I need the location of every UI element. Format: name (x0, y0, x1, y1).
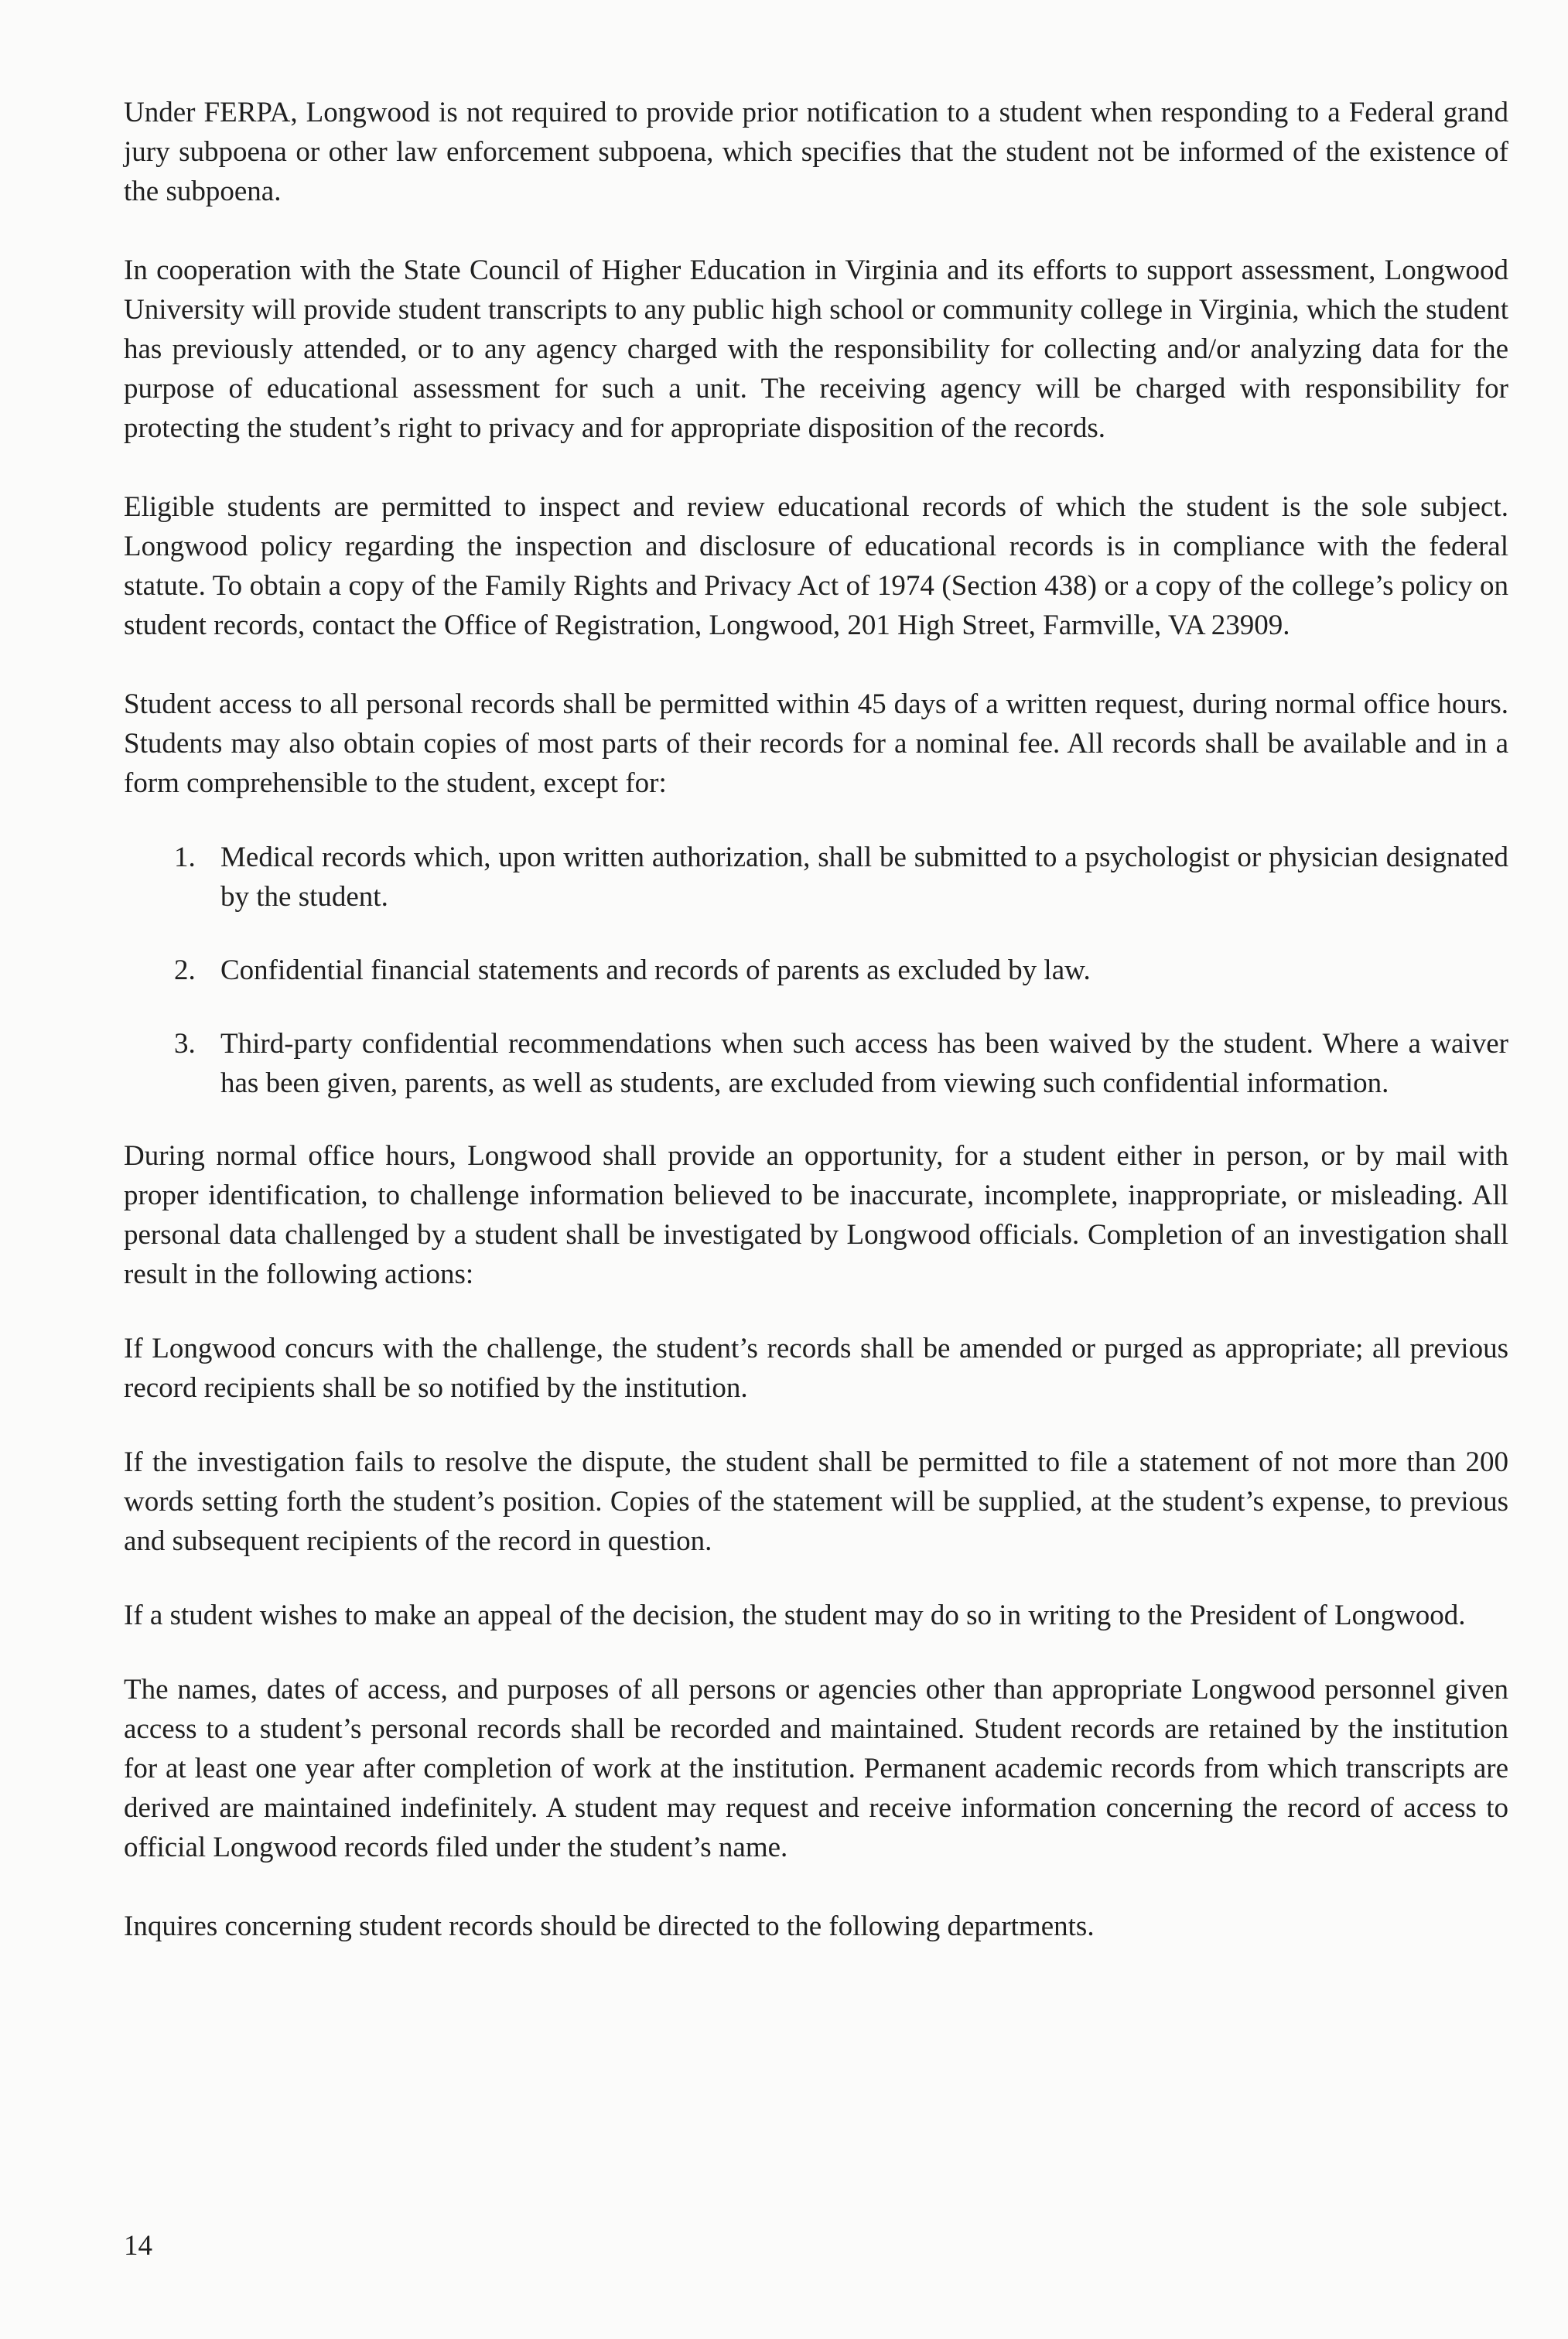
exceptions-list (124, 838, 1508, 1103)
paragraph-dispute: If the investigation fails to resolve the dispute, the student shall be permitted to file a statement of not more than 200 words setting forth the student’s position. Copies of the statement will be supplied, at the student’s expense, to previous and subsequent recipients of the record in question. (124, 1446, 1508, 1557)
list-item (124, 1024, 1508, 1103)
paragraph-student-access: Student access to all personal records shall be permitted within 45 days of a written request, during normal office hours. Students may also obtain copies of most parts of their records for a nominal fee. All records shall be available and in a form comprehensible to the student, except for: (124, 688, 1508, 799)
list-item-number: 3. (174, 1028, 196, 1060)
paragraph-access-record: The names, dates of access, and purposes of all persons or agencies other than appropriate Longwood personnel given access to a student’s personal records shall be recorded and maintained. Student records are retained by the institution for at least one year after completion of work at the institution. Permanent academic records from which transcripts are derived are maintained indefinitely. A student may request and receive information concerning the record of access to official Longwood records filed under the student’s name. (124, 1674, 1508, 1863)
paragraph-appeal: If a student wishes to make an appeal of the decision, the student may do so in writing to the President of Longwood. (124, 1600, 1466, 1631)
paragraph-challenge: During normal office hours, Longwood shall provide an opportunity, for a student either in person, or by mail with proper identification, to challenge information believed to be inaccurate, incomplete, inappropriate, or misleading. All personal data challenged by a student shall be investigated by Longwood officials. Completion of an investigation shall result in the following actions: (124, 1140, 1508, 1290)
list-item-text: Third-party confidential recommendations when such access has been waived by the student. Where a waiver has been given, parents, as well as students, are excluded from viewing such confidential information. (220, 1028, 1508, 1099)
page-number: 14 (124, 2230, 152, 2262)
paragraph-eligible-students: Eligible students are permitted to inspect and review educational records of which the student is the sole subject. Longwood policy regarding the inspection and disclosure of educational records is in compliance with the federal statute. To obtain a copy of the Family Rights and Privacy Act of 1974 (Section 438) or a copy of the college’s policy on student records, contact the Office of Registration, Longwood, 201 High Street, Farmville, VA 23909. (124, 491, 1508, 641)
document-page (124, 93, 1508, 1946)
paragraph-concurs: If Longwood concurs with the challenge, the student’s records shall be amended or purged as appropriate; all previous record recipients shall be so notified by the institution. (124, 1333, 1508, 1404)
list-item-text: Medical records which, upon written authorization, shall be submitted to a psychologist or physician designated by the student. (220, 842, 1508, 913)
list-item (124, 838, 1508, 917)
paragraph-state-council: In cooperation with the State Council of Higher Education in Virginia and its efforts to support assessment, Longwood University will provide student transcripts to any public high school or community college in Virginia, which the student has previously attended, or to any agency charged with the responsibility for collecting and/or analyzing data for the purpose of educational assessment for such a unit. The receiving agency will be charged with responsibility for protecting the student’s right to privacy and for appropriate disposition of the records. (124, 254, 1508, 444)
list-item-number: 2. (174, 954, 196, 986)
list-item (124, 951, 1508, 990)
list-item-number: 1. (174, 842, 196, 873)
paragraph-ferpa-subpoena: Under FERPA, Longwood is not required to provide prior notification to a student when responding to a Federal grand jury subpoena or other law enforcement subpoena, which specifies that the student not be informed of the existence of the subpoena. (124, 97, 1508, 207)
list-item-text: Confidential financial statements and records of parents as excluded by law. (220, 954, 1091, 986)
paragraph-inquiries: Inquires concerning student records should be directed to the following departments. (124, 1910, 1095, 1942)
